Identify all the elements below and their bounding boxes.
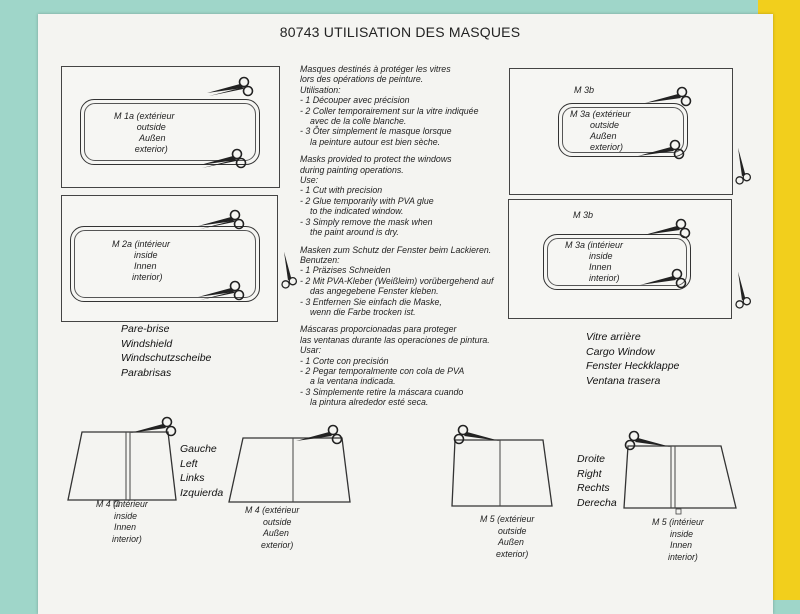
fr-line-1: Masques destinés à protéger les vitres: [300, 64, 451, 74]
label-m3b-bottom: M 3b: [573, 210, 594, 220]
scissors-icon: [636, 139, 686, 163]
es-line-2: las ventanas durante las operaciones de pintura.: [300, 334, 490, 345]
de-line-4: - 2 Mit PVA-Kleber (Weißleim) vorübergehend auf: [300, 275, 494, 286]
m4-int-line-4: interior): [112, 533, 142, 544]
m3a-top-line-4: exterior): [590, 142, 624, 152]
label-m4-int: [96, 499, 148, 545]
scissors-icon: [732, 146, 752, 186]
de-line-1: Masken zum Schutz der Fenster beim Lackieren.: [300, 244, 492, 255]
mask-m5-int-outline: [624, 446, 736, 508]
m3a-top-line-3: Außen: [590, 131, 617, 141]
scissors-icon: [642, 218, 692, 242]
en-line-3: Use:: [300, 175, 319, 186]
m5-ext-line-3: Außen: [498, 537, 524, 547]
right-name-de: Rechts: [577, 482, 610, 494]
es-line-3: Usar:: [300, 345, 322, 356]
page-title: 80743 UTILISATION DES MASQUES: [279, 24, 521, 40]
en-line-8: the paint around is dry.: [310, 227, 399, 238]
m1a-line-3: Außen: [139, 133, 166, 143]
m1a-line-4: exterior): [134, 144, 168, 154]
m2a-line-2: inside: [134, 250, 158, 260]
left-name-fr: Gauche: [180, 443, 217, 455]
en-line-4: - 1 Cut with precision: [300, 185, 383, 196]
scissors-icon: [643, 86, 693, 110]
m4-ext-line-1: M 4 (extérieur: [245, 505, 300, 515]
scissors-icon: [623, 430, 673, 454]
right-name-es: Derecha: [577, 496, 617, 509]
mask-m5-ext-outline: [452, 440, 552, 506]
windshield-name-de: Windschutzscheibe: [121, 352, 212, 364]
m5-ext-line-2: outside: [498, 525, 527, 536]
m3a-top-line-1: M 3a (extérieur: [570, 109, 631, 119]
scissors-icon: [196, 280, 246, 304]
rear-name-fr: Vitre arrière: [586, 331, 641, 343]
label-m4-ext: [245, 505, 299, 551]
es-line-1: Máscaras proporcionadas para proteger: [300, 324, 457, 335]
fr-line-7: - 3 Ôter simplement le masque lorsque: [300, 126, 452, 137]
fr-line-3: Utilisation:: [300, 84, 341, 95]
m3a-bottom-line-2: inside: [589, 251, 613, 261]
scissors-icon: [638, 268, 688, 292]
m1a-line-1: M 1a (extérieur: [114, 111, 175, 121]
left-name-en: Left: [180, 457, 198, 470]
m5-int-line-2: inside: [670, 528, 693, 539]
label-m5-ext: [480, 514, 534, 560]
de-line-3: - 1 Präzises Schneiden: [300, 265, 391, 276]
scissors-icon: [196, 209, 246, 233]
en-line-7: - 3 Simply remove the mask when: [300, 216, 433, 227]
m2a-line-4: interior): [132, 272, 163, 282]
de-line-5: das angegebene Fenster kleben.: [310, 286, 439, 297]
right-name-fr: Droite: [577, 453, 606, 465]
es-line-8: la pintura alrededor esté seca.: [310, 397, 429, 408]
m5-int-line-1: M 5 (intérieur: [652, 517, 704, 527]
scissors-icon: [198, 148, 248, 172]
m3a-bottom-line-1: M 3a (intérieur: [565, 240, 624, 250]
scissors-icon: [278, 250, 298, 290]
m3a-bottom-line-4: interior): [589, 273, 620, 283]
left-name-es: Izquierda: [180, 486, 224, 499]
en-line-6: to the indicated window.: [310, 206, 404, 217]
de-line-7: wenn die Farbe trocken ist.: [310, 306, 416, 317]
m5-int-line-4: interior): [668, 551, 698, 562]
scissors-icon: [452, 424, 502, 448]
fr-line-8: la peinture autour est bien sèche.: [310, 136, 441, 147]
fr-line-6: avec de la colle blanche.: [310, 116, 407, 127]
en-line-2: during painting operations.: [300, 164, 404, 175]
scissors-icon: [128, 416, 178, 440]
right-name-en: Right: [577, 467, 602, 480]
left-name-de: Links: [180, 472, 205, 484]
windshield-name-en: Windshield: [121, 337, 173, 350]
m1a-line-2: outside: [136, 122, 166, 132]
m2a-line-1: M 2a (intérieur: [112, 239, 171, 249]
m4-ext-line-4: exterior): [261, 539, 294, 550]
es-line-7: - 3 Simplemente retire la máscara cuando: [300, 386, 464, 397]
de-line-2: Benutzen:: [300, 254, 340, 265]
en-line-5: - 2 Glue temporarily with PVA glue: [300, 195, 434, 206]
scissors-icon: [732, 270, 752, 310]
fr-line-2: lors des opérations de peinture.: [300, 74, 424, 85]
m4-ext-line-2: outside: [263, 516, 292, 527]
label-m3b-top: M 3b: [574, 85, 595, 95]
es-line-5: - 2 Pegar temporalmente con cola de PVA: [300, 365, 465, 376]
m4-int-line-1: M 4 (intérieur: [96, 499, 148, 509]
en-line-1: Masks provided to protect the windows: [300, 154, 452, 165]
fr-line-5: - 2 Coller temporairement sur la vitre indiquée: [300, 105, 479, 116]
windshield-name-fr: Pare-brise: [121, 323, 170, 335]
m5-ext-line-4: exterior): [496, 548, 529, 559]
m3a-top-line-2: outside: [590, 120, 620, 130]
m3a-bottom-line-3: Innen: [589, 262, 612, 272]
es-line-6: a la ventana indicada.: [310, 376, 396, 387]
rear-name-de: Fenster Heckklappe: [586, 360, 680, 372]
m2a-line-3: Innen: [134, 261, 157, 271]
label-m5-int: [652, 517, 704, 563]
scissors-icon: [205, 76, 255, 100]
fr-line-4: - 1 Découper avec précision: [300, 95, 410, 106]
m4-ext-line-3: Außen: [263, 528, 289, 538]
m4-int-line-2: inside: [114, 510, 137, 521]
m5-int-line-3: Innen: [670, 540, 693, 550]
mask-m4-int-outline: [68, 432, 176, 500]
m4-int-line-3: Innen: [114, 522, 137, 532]
rear-name-es: Ventana trasera: [586, 374, 661, 387]
m5-ext-line-1: M 5 (extérieur: [480, 514, 535, 524]
rear-name-en: Cargo Window: [586, 345, 655, 358]
de-line-6: - 3 Entfernen Sie einfach die Maske,: [300, 296, 442, 307]
windshield-name-es: Parabrisas: [121, 366, 172, 379]
es-line-4: - 1 Corte con precisión: [300, 355, 389, 366]
scissors-icon: [294, 424, 344, 448]
